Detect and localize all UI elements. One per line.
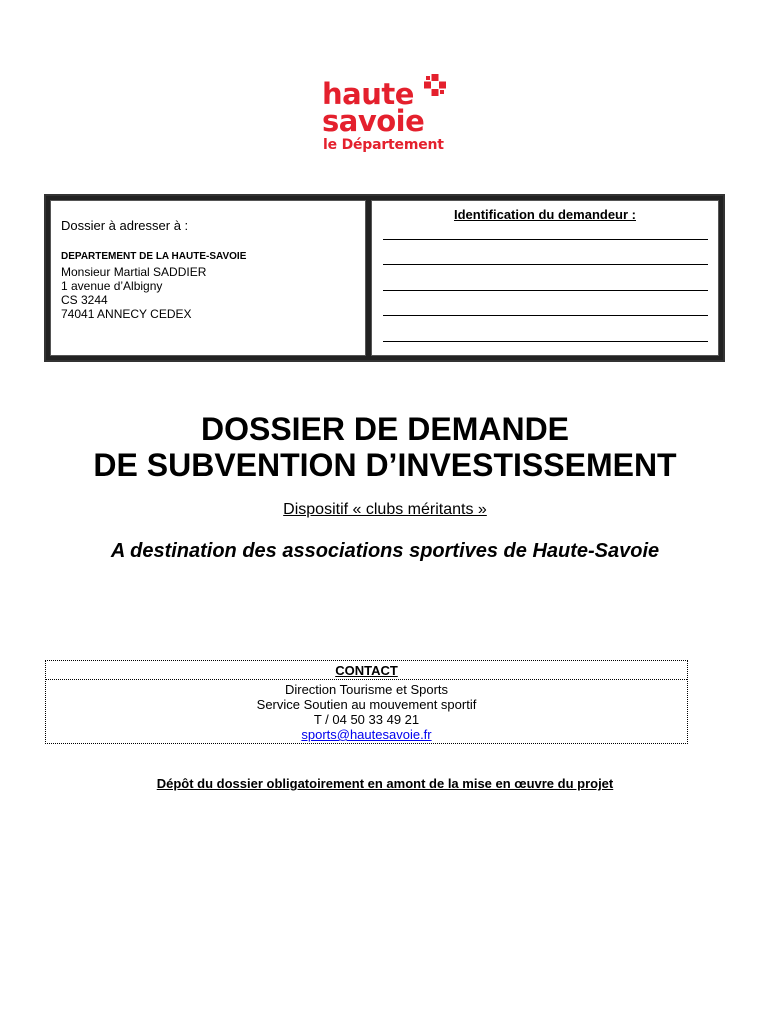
identification-field-line[interactable]: [383, 290, 708, 291]
contact-email-row: [46, 727, 687, 742]
contact-box: [45, 660, 688, 744]
contact-service: Service Soutien au mouvement sportif: [256, 697, 477, 712]
identification-field-line[interactable]: [383, 239, 708, 240]
contact-email-link[interactable]: sports@hautesavoie.fr: [301, 727, 432, 742]
document-title-line1: DOSSIER DE DEMANDE: [200, 411, 570, 447]
department-logo: [318, 70, 458, 160]
recipient-label: Dossier à adresser à :: [61, 218, 189, 233]
recipient-address-box: [50, 200, 366, 356]
logo-text-haute: haute: [322, 77, 414, 111]
applicant-identification-box: [371, 200, 719, 356]
recipient-department: DEPARTEMENT DE LA HAUTE-SAVOIE: [61, 251, 247, 262]
identification-title: Identification du demandeur :: [453, 207, 636, 222]
document-title-line2: DE SUBVENTION D’INVESTISSEMENT: [93, 447, 677, 483]
recipient-city: 74041 ANNECY CEDEX: [61, 307, 192, 321]
document-audience: A destination des associations sportives de Haute-Savoie: [110, 540, 660, 562]
recipient-street: 1 avenue d’Albigny: [61, 279, 163, 293]
document-subtitle: Dispositif « clubs méritants »: [283, 501, 487, 518]
recipient-cs: CS 3244: [61, 293, 108, 307]
identification-field-line[interactable]: [383, 341, 708, 342]
contact-header: [46, 661, 687, 680]
logo-text-savoie: savoie: [322, 104, 425, 138]
submission-notice: Dépôt du dossier obligatoirement en amont de la mise en œuvre du projet: [156, 776, 614, 791]
identification-field-line[interactable]: [383, 264, 708, 265]
contact-heading: CONTACT: [335, 663, 398, 678]
savoie-cross-icon: [424, 74, 446, 96]
identification-field-line[interactable]: [383, 315, 708, 316]
contact-direction: Direction Tourisme et Sports: [284, 682, 449, 697]
contact-phone: T / 04 50 33 49 21: [313, 712, 420, 727]
logo-text-departement: le Département: [323, 137, 444, 153]
recipient-name: Monsieur Martial SADDIER: [61, 265, 207, 279]
address-frame: [44, 194, 725, 362]
